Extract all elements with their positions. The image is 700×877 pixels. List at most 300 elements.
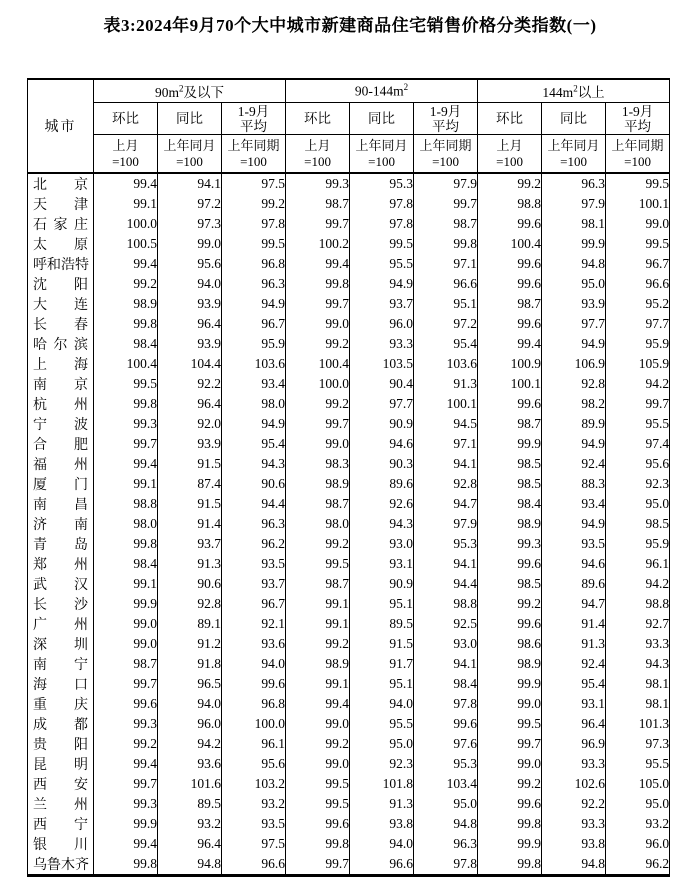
value-cell: 94.9: [222, 294, 286, 314]
value-cell: 103.5: [350, 354, 414, 374]
avg-line2: 平均: [624, 118, 652, 134]
base-line2: =100: [176, 153, 203, 169]
value-cell: 94.0: [158, 694, 222, 714]
value-cell: 99.5: [94, 374, 158, 394]
value-cell: 93.3: [350, 334, 414, 354]
value-cell: 99.8: [478, 854, 542, 876]
value-cell: 98.9: [286, 474, 350, 494]
value-cell: 89.6: [542, 574, 606, 594]
group-header-144-above: [478, 79, 670, 103]
value-cell: 98.9: [94, 294, 158, 314]
value-cell: 105.0: [606, 774, 670, 794]
base-line2: =100: [496, 153, 523, 169]
group-label: 及以下: [183, 85, 225, 100]
value-cell: 97.8: [222, 214, 286, 234]
col-header-avg: [606, 103, 670, 135]
value-cell: 90.4: [350, 374, 414, 394]
value-cell: 97.5: [222, 173, 286, 194]
value-cell: 99.2: [478, 173, 542, 194]
value-cell: 99.9: [478, 674, 542, 694]
value-cell: 99.2: [94, 274, 158, 294]
value-cell: 98.8: [478, 194, 542, 214]
value-cell: 96.5: [158, 674, 222, 694]
city-name: 海 口: [28, 674, 94, 694]
superscript: 2: [573, 83, 578, 94]
value-cell: 96.0: [158, 714, 222, 734]
value-cell: 93.1: [350, 554, 414, 574]
value-cell: 99.6: [414, 714, 478, 734]
value-cell: 94.1: [414, 554, 478, 574]
value-cell: 90.3: [350, 454, 414, 474]
value-cell: 99.7: [286, 854, 350, 876]
value-cell: 99.8: [414, 234, 478, 254]
value-cell: 96.1: [606, 554, 670, 574]
value-cell: 91.4: [158, 514, 222, 534]
value-cell: 99.2: [94, 734, 158, 754]
value-cell: 92.2: [158, 374, 222, 394]
value-cell: 99.5: [606, 173, 670, 194]
value-cell: 94.3: [222, 454, 286, 474]
value-cell: 99.9: [94, 814, 158, 834]
value-cell: 100.4: [478, 234, 542, 254]
value-cell: 99.9: [478, 834, 542, 854]
value-cell: 99.5: [478, 714, 542, 734]
value-cell: 93.9: [158, 334, 222, 354]
value-cell: 94.8: [414, 814, 478, 834]
table-body: [28, 173, 670, 876]
value-cell: 99.4: [94, 754, 158, 774]
table-row: [28, 834, 670, 854]
value-cell: 97.3: [606, 734, 670, 754]
value-cell: 99.6: [222, 674, 286, 694]
value-cell: 99.6: [478, 394, 542, 414]
value-cell: 95.3: [350, 173, 414, 194]
value-cell: 98.9: [478, 514, 542, 534]
value-cell: 99.7: [606, 394, 670, 414]
value-cell: 96.2: [606, 854, 670, 876]
table-row: [28, 394, 670, 414]
value-cell: 96.6: [414, 274, 478, 294]
superscript: 2: [179, 83, 184, 94]
value-cell: 96.1: [222, 734, 286, 754]
value-cell: 98.0: [222, 394, 286, 414]
value-cell: 91.8: [158, 654, 222, 674]
value-cell: 99.4: [286, 694, 350, 714]
value-cell: 99.3: [94, 714, 158, 734]
value-cell: 95.9: [606, 334, 670, 354]
city-name: 长 沙: [28, 594, 94, 614]
value-cell: 102.6: [542, 774, 606, 794]
table-row: [28, 694, 670, 714]
group-label: 以上: [577, 85, 605, 100]
value-cell: 96.4: [542, 714, 606, 734]
value-cell: 93.5: [222, 554, 286, 574]
value-cell: 96.9: [542, 734, 606, 754]
value-cell: 99.7: [94, 674, 158, 694]
group-label: 90-144m: [354, 83, 404, 99]
group-label: 90m: [155, 85, 180, 100]
base-line2: =100: [304, 153, 331, 169]
value-cell: 98.9: [286, 654, 350, 674]
city-name: 武 汉: [28, 574, 94, 594]
table-row: [28, 594, 670, 614]
city-name: 深 圳: [28, 634, 94, 654]
value-cell: 92.4: [542, 454, 606, 474]
city-name: 长 春: [28, 314, 94, 334]
value-cell: 93.9: [158, 294, 222, 314]
value-cell: 99.4: [94, 454, 158, 474]
value-cell: 98.7: [414, 214, 478, 234]
value-cell: 99.5: [286, 554, 350, 574]
value-cell: 95.0: [606, 794, 670, 814]
group-label: 144m: [542, 85, 574, 100]
value-cell: 99.4: [94, 254, 158, 274]
city-name: 南 京: [28, 374, 94, 394]
base-line1: 上年同期: [419, 137, 472, 153]
value-cell: 99.5: [286, 794, 350, 814]
avg-line2: 平均: [432, 118, 460, 134]
value-cell: 94.2: [158, 734, 222, 754]
value-cell: 99.9: [542, 234, 606, 254]
value-cell: 93.4: [542, 494, 606, 514]
value-cell: 98.7: [94, 654, 158, 674]
value-cell: 99.8: [94, 854, 158, 876]
value-cell: 97.2: [158, 194, 222, 214]
value-cell: 97.4: [606, 434, 670, 454]
value-cell: 99.6: [478, 314, 542, 334]
value-cell: 94.9: [542, 514, 606, 534]
avg-line2: 平均: [240, 118, 268, 134]
value-cell: 98.8: [606, 594, 670, 614]
value-cell: 92.6: [350, 494, 414, 514]
base-header-row: [28, 135, 670, 174]
value-cell: 95.0: [606, 494, 670, 514]
city-name: 石 家 庄: [28, 214, 94, 234]
city-name: 南 宁: [28, 654, 94, 674]
value-cell: 96.8: [222, 694, 286, 714]
base-header-mom: [286, 135, 350, 174]
value-cell: 98.6: [478, 634, 542, 654]
value-cell: 100.1: [606, 194, 670, 214]
value-cell: 99.8: [94, 314, 158, 334]
city-name: 上 海: [28, 354, 94, 374]
value-cell: 96.0: [606, 834, 670, 854]
group-header-90-below: [94, 79, 286, 103]
value-cell: 99.7: [478, 734, 542, 754]
value-cell: 99.8: [286, 274, 350, 294]
value-cell: 94.4: [222, 494, 286, 514]
value-cell: 104.4: [158, 354, 222, 374]
value-cell: 95.6: [606, 454, 670, 474]
value-cell: 98.9: [478, 654, 542, 674]
value-cell: 96.7: [222, 314, 286, 334]
value-cell: 96.3: [222, 514, 286, 534]
table-row: [28, 294, 670, 314]
value-cell: 96.4: [158, 834, 222, 854]
value-cell: 90.6: [158, 574, 222, 594]
value-cell: 92.3: [350, 754, 414, 774]
value-cell: 94.8: [542, 254, 606, 274]
value-cell: 97.1: [414, 434, 478, 454]
value-cell: 99.6: [478, 614, 542, 634]
value-cell: 99.2: [286, 334, 350, 354]
value-cell: 100.0: [94, 214, 158, 234]
city-name: 乌 鲁 木 齐: [28, 854, 94, 876]
value-cell: 97.6: [414, 734, 478, 754]
base-line1: 上年同期: [611, 137, 664, 153]
value-cell: 90.9: [350, 574, 414, 594]
value-cell: 93.6: [158, 754, 222, 774]
value-cell: 95.2: [606, 294, 670, 314]
value-cell: 99.0: [478, 694, 542, 714]
table-row: [28, 234, 670, 254]
value-cell: 99.8: [94, 534, 158, 554]
value-cell: 98.5: [606, 514, 670, 534]
value-cell: 100.1: [414, 394, 478, 414]
city-name: 银 川: [28, 834, 94, 854]
value-cell: 92.4: [542, 654, 606, 674]
value-cell: 99.6: [94, 694, 158, 714]
base-header-yoy: [158, 135, 222, 174]
value-cell: 100.4: [94, 354, 158, 374]
base-line1: 上年同月: [163, 137, 216, 153]
value-cell: 96.3: [222, 274, 286, 294]
value-cell: 97.8: [414, 694, 478, 714]
value-cell: 96.4: [158, 314, 222, 334]
value-cell: 93.0: [350, 534, 414, 554]
value-cell: 103.2: [222, 774, 286, 794]
value-cell: 92.1: [222, 614, 286, 634]
city-name: 太 原: [28, 234, 94, 254]
value-cell: 99.6: [478, 254, 542, 274]
table-row: [28, 774, 670, 794]
group-header-row: [28, 79, 670, 103]
col-header-mom: 环比: [286, 103, 350, 135]
value-cell: 99.4: [478, 334, 542, 354]
value-cell: 96.2: [222, 534, 286, 554]
value-cell: 94.9: [222, 414, 286, 434]
table-row: [28, 714, 670, 734]
city-name: 成 都: [28, 714, 94, 734]
value-cell: 99.2: [478, 594, 542, 614]
value-cell: 91.3: [350, 794, 414, 814]
value-cell: 99.8: [94, 394, 158, 414]
value-cell: 94.0: [350, 834, 414, 854]
value-cell: 94.7: [542, 594, 606, 614]
table-row: [28, 654, 670, 674]
value-cell: 100.2: [286, 234, 350, 254]
value-cell: 93.7: [222, 574, 286, 594]
value-cell: 99.9: [478, 434, 542, 454]
value-cell: 100.4: [286, 354, 350, 374]
value-cell: 92.5: [414, 614, 478, 634]
value-cell: 94.0: [222, 654, 286, 674]
value-cell: 100.1: [478, 374, 542, 394]
value-cell: 98.0: [94, 514, 158, 534]
base-header-avg: [606, 135, 670, 174]
value-cell: 99.2: [286, 534, 350, 554]
value-cell: 98.5: [478, 574, 542, 594]
value-cell: 99.7: [286, 294, 350, 314]
city-name: 福 州: [28, 454, 94, 474]
value-cell: 96.7: [606, 254, 670, 274]
value-cell: 93.4: [222, 374, 286, 394]
table-header: [28, 79, 670, 173]
value-cell: 97.8: [350, 194, 414, 214]
value-cell: 95.1: [414, 294, 478, 314]
city-name: 大 连: [28, 294, 94, 314]
value-cell: 103.6: [222, 354, 286, 374]
value-cell: 99.2: [222, 194, 286, 214]
value-cell: 99.0: [94, 614, 158, 634]
value-cell: 95.5: [350, 714, 414, 734]
table-row: [28, 254, 670, 274]
value-cell: 95.4: [414, 334, 478, 354]
col-header-avg: [414, 103, 478, 135]
value-cell: 99.1: [286, 594, 350, 614]
value-cell: 93.7: [158, 534, 222, 554]
base-line2: =100: [368, 153, 395, 169]
value-cell: 93.8: [350, 814, 414, 834]
value-cell: 93.9: [158, 434, 222, 454]
value-cell: 94.9: [542, 434, 606, 454]
value-cell: 99.2: [286, 394, 350, 414]
value-cell: 94.2: [606, 374, 670, 394]
value-cell: 89.5: [350, 614, 414, 634]
city-name: 济 南: [28, 514, 94, 534]
value-cell: 95.1: [350, 594, 414, 614]
value-cell: 99.0: [158, 234, 222, 254]
base-line1: 上月: [304, 137, 331, 153]
value-cell: 99.3: [94, 414, 158, 434]
city-name: 天 津: [28, 194, 94, 214]
value-cell: 99.8: [478, 814, 542, 834]
value-cell: 100.0: [286, 374, 350, 394]
city-name: 呼 和 浩 特: [28, 254, 94, 274]
value-cell: 99.9: [94, 594, 158, 614]
value-cell: 93.5: [542, 534, 606, 554]
value-cell: 92.8: [414, 474, 478, 494]
value-cell: 94.6: [350, 434, 414, 454]
col-header-avg: [222, 103, 286, 135]
value-cell: 93.2: [158, 814, 222, 834]
value-cell: 99.0: [286, 714, 350, 734]
value-cell: 99.6: [478, 554, 542, 574]
value-cell: 93.2: [606, 814, 670, 834]
value-cell: 94.2: [606, 574, 670, 594]
value-cell: 95.0: [350, 734, 414, 754]
col-header-yoy: 同比: [158, 103, 222, 135]
value-cell: 95.1: [350, 674, 414, 694]
value-cell: 93.9: [542, 294, 606, 314]
table-row: [28, 754, 670, 774]
base-line2: =100: [240, 153, 267, 169]
value-cell: 98.2: [542, 394, 606, 414]
value-cell: 95.4: [542, 674, 606, 694]
value-cell: 92.0: [158, 414, 222, 434]
value-cell: 98.7: [286, 494, 350, 514]
value-cell: 94.6: [542, 554, 606, 574]
col-header-mom: 环比: [94, 103, 158, 135]
avg-line1: 1-9月: [429, 103, 462, 119]
value-cell: 99.8: [286, 834, 350, 854]
value-cell: 98.4: [414, 674, 478, 694]
value-cell: 95.6: [222, 754, 286, 774]
table-row: [28, 173, 670, 194]
table-row: [28, 574, 670, 594]
value-cell: 89.6: [350, 474, 414, 494]
measure-header-row: [28, 103, 670, 135]
value-cell: 99.3: [478, 534, 542, 554]
value-cell: 93.0: [414, 634, 478, 654]
value-cell: 94.4: [414, 574, 478, 594]
value-cell: 103.4: [414, 774, 478, 794]
value-cell: 97.7: [606, 314, 670, 334]
city-name: 西 安: [28, 774, 94, 794]
base-line2: =100: [112, 153, 139, 169]
value-cell: 98.7: [286, 194, 350, 214]
city-name: 宁 波: [28, 414, 94, 434]
table-row: [28, 414, 670, 434]
value-cell: 98.7: [478, 294, 542, 314]
value-cell: 98.1: [606, 694, 670, 714]
value-cell: 93.2: [222, 794, 286, 814]
table-row: [28, 434, 670, 454]
city-name: 兰 州: [28, 794, 94, 814]
value-cell: 90.6: [222, 474, 286, 494]
value-cell: 93.3: [606, 634, 670, 654]
value-cell: 94.3: [606, 654, 670, 674]
value-cell: 99.0: [478, 754, 542, 774]
value-cell: 99.4: [286, 254, 350, 274]
value-cell: 89.9: [542, 414, 606, 434]
value-cell: 94.9: [350, 274, 414, 294]
value-cell: 99.3: [286, 173, 350, 194]
value-cell: 97.9: [414, 173, 478, 194]
base-line2: =100: [624, 153, 651, 169]
value-cell: 87.4: [158, 474, 222, 494]
value-cell: 96.6: [606, 274, 670, 294]
table-row: [28, 614, 670, 634]
value-cell: 99.6: [478, 214, 542, 234]
value-cell: 98.4: [94, 334, 158, 354]
value-cell: 94.8: [542, 854, 606, 876]
value-cell: 96.6: [350, 854, 414, 876]
base-header-avg: [222, 135, 286, 174]
price-index-table: [27, 78, 670, 877]
value-cell: 103.6: [414, 354, 478, 374]
base-header-yoy: [350, 135, 414, 174]
value-cell: 100.0: [222, 714, 286, 734]
base-header-avg: [414, 135, 478, 174]
value-cell: 99.3: [94, 794, 158, 814]
value-cell: 99.5: [222, 234, 286, 254]
value-cell: 99.6: [478, 274, 542, 294]
value-cell: 101.8: [350, 774, 414, 794]
value-cell: 95.5: [606, 414, 670, 434]
value-cell: 101.6: [158, 774, 222, 794]
value-cell: 93.3: [542, 754, 606, 774]
value-cell: 91.5: [158, 454, 222, 474]
value-cell: 99.6: [478, 794, 542, 814]
table-row: [28, 634, 670, 654]
value-cell: 94.5: [414, 414, 478, 434]
value-cell: 97.9: [542, 194, 606, 214]
value-cell: 94.0: [158, 274, 222, 294]
value-cell: 97.7: [542, 314, 606, 334]
base-line1: 上月: [112, 137, 139, 153]
value-cell: 97.2: [414, 314, 478, 334]
